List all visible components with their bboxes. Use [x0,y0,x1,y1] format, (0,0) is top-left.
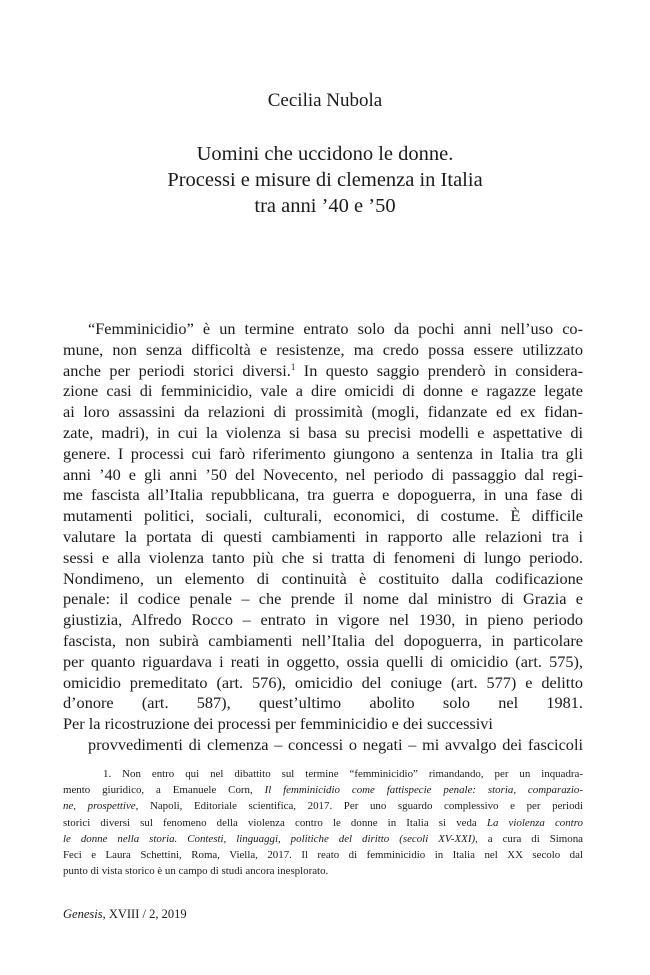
body-line: per quanto riguardava i reati in oggetto, ossia quelli di omicidio (art. 575), [63,651,583,671]
footnote-line: punto di vista storico è un campo di studi ancora inesplorato. [63,865,329,878]
body-line: fascista, non subirà cambiamenti nell’Italia del dopoguerra, in particolare [63,630,583,650]
body-line: giustizia, Alfredo Rocco – entrato in vigore nel 1930, in pieno periodo [63,610,583,630]
body-line: sessi e alla violenza tanto più che si tratta di fenomeni di lungo periodo. [63,547,583,567]
body-line: Nondimeno, un elemento di continuità è costituito dalla codificazione [63,568,583,588]
body-line: ai loro assassini da relazioni di prossimità (mogli, fidanzate ed ex fidan- [63,402,583,422]
page-footer [63,906,187,922]
footnote-marker[interactable]: 1 [290,361,296,372]
footnote-text: storici diversi sul fenomeno della violenza contro le donne in Italia si veda [63,816,487,829]
body-line: zate, madri), in cui la violenza si basa su precisi modelli e aspettative di [63,422,583,442]
footnote-citation-title: La violenza contro [486,816,583,829]
body-line: me fascista all’Italia repubblicana, tra guerra e dopoguerra, in una fase di [63,485,583,505]
body-text [63,319,583,756]
footnote-line: Feci e Laura Schettini, Roma, Viella, 2017. Il reato di femminicidio in Italia nel XX secolo dal [63,849,583,862]
body-line: “Femminicidio” è un termine entrato solo da pochi anni nell’uso co- [88,319,583,338]
body-line [63,361,583,382]
body-line: zione casi di femminicidio, vale a dire omicidi di donne e ragazze legate [63,381,583,401]
journal-issue: , XVIII / 2, 2019 [102,907,187,921]
body-line: mutamenti politici, sociali, culturali, economici, di costume. È difficile [63,506,583,526]
body-line: penale: il codice penale – che prende il nome dal ministro di Grazia e [63,589,583,609]
footnote [63,766,583,879]
title-line: Processi e misure di clemenza in Italia [167,169,483,191]
journal-name: Genesis [63,907,103,921]
footnote-line [63,798,583,814]
body-line: mune, non senza difficoltà e resistenze, ma credo possa essere utilizzato [63,339,583,359]
body-line-part: anche per periodi storici diversi. [63,360,291,380]
footnote-text: mento giuridico, a Emanuele Corn, [63,784,265,797]
body-line: omicidio premeditato (art. 576), omicidio del coniuge (art. 577) e delitto [63,672,583,692]
footnote-line: 1. Non entro qui nel dibattito sul termine “femminicidio” rimandando, per un inquadra- [103,768,583,780]
footnote-citation-title: ne, prospettive [63,800,136,813]
body-line: valutare la portata di questi cambiamenti in rapporto alle relazioni tra i [63,526,583,546]
footnote-citation-title: Il femminicidio come fattispecie penale: storia, comparazio- [264,784,583,797]
title-line: Uomini che uccidono le donne. [196,143,454,165]
article-title [0,141,650,219]
footnote-line [63,782,583,798]
body-line-part: In questo saggio prenderò in considera- [295,360,584,380]
body-line: Per la ricostruzione dei processi per femminicidio e dei successivi [63,714,493,734]
body-line: genere. I processi cui farò riferimento giungono a sentenza in Italia tra gli [63,443,583,463]
footnote-text: , a cura di Simona [475,832,583,845]
footnote-line [63,831,583,847]
footnote-text: , Napoli, Editoriale scientifica, 2017. Per uno sguardo complessivo e per periodi [135,800,583,813]
title-line: tra anni ’40 e ’50 [254,195,396,217]
body-line: provvedimenti di clemenza – concessi o negati – mi avvalgo dei fascicoli [88,734,583,754]
footnote-citation-title: le donne nella storia. Contesti, linguaggi, politiche del diritto (secoli XV-XXI) [63,832,476,845]
author-name: Cecilia Nubola [267,90,383,111]
footnote-line [63,815,583,831]
body-line: anni ’40 e gli anni ’50 del Novecento, nel periodo di passaggio dal regi- [63,464,583,484]
body-line: d’onore (art. 587), quest’ultimo abolito solo nel 1981. [63,693,583,713]
